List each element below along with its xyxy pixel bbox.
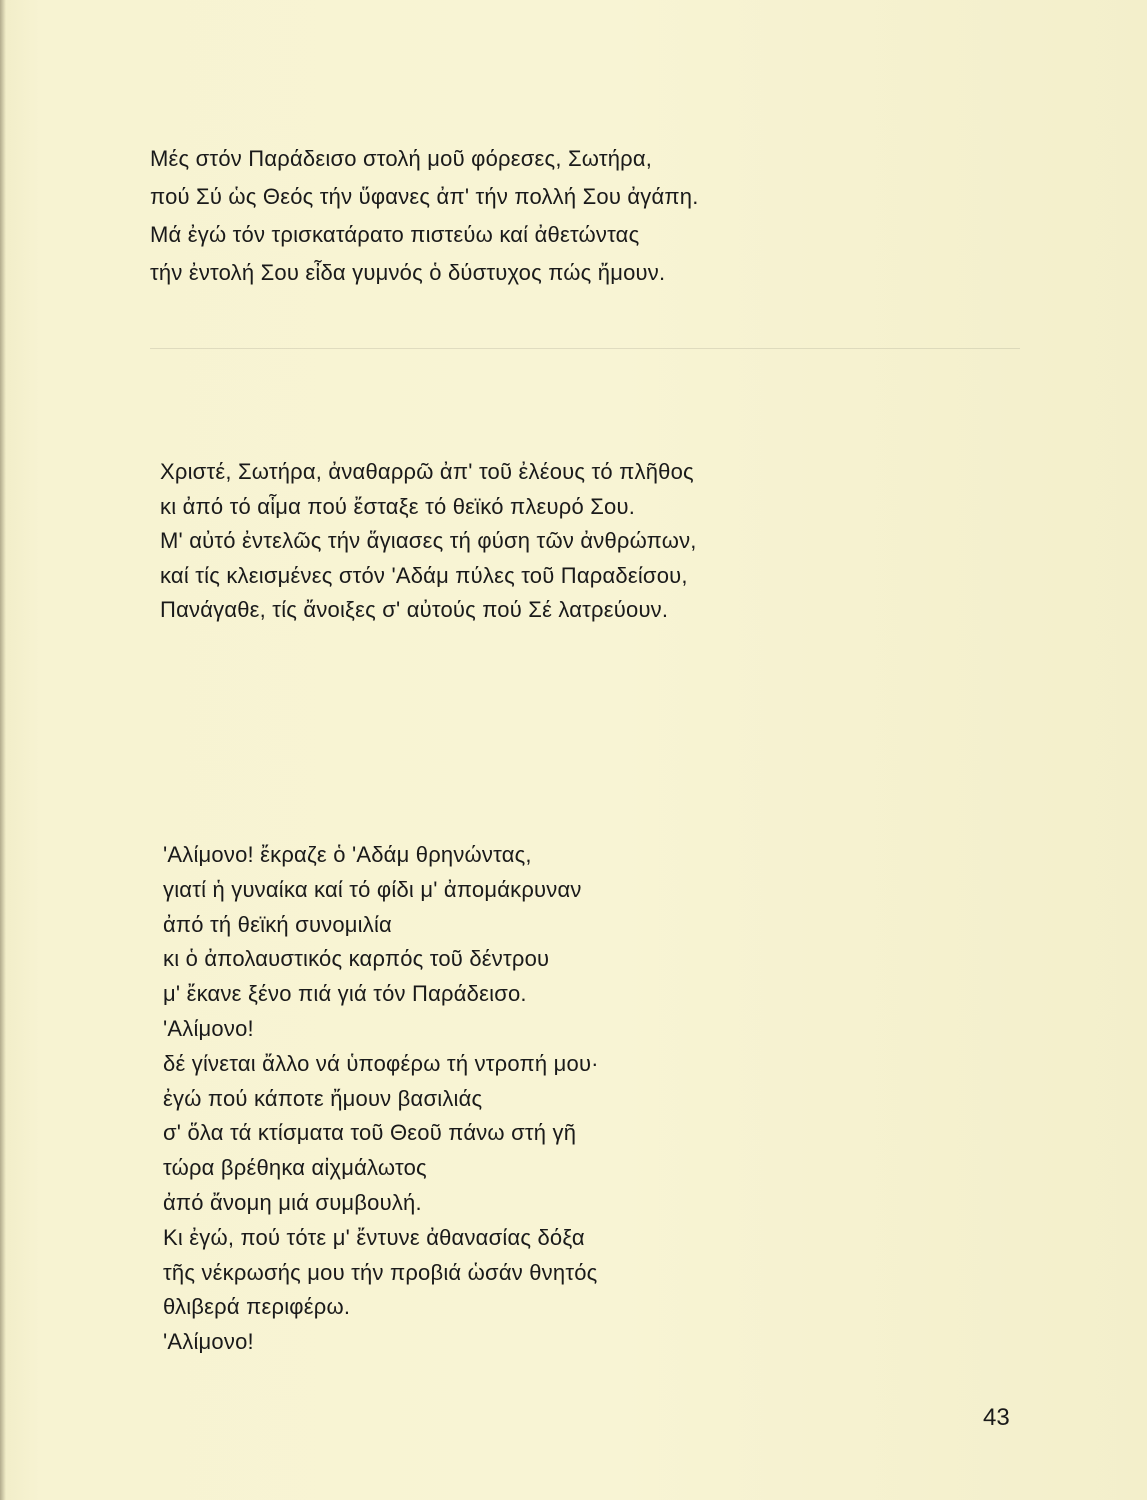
verse-line: γιατί ἡ γυναίκα καί τό φίδι μ' ἀπομάκρυναν	[163, 876, 582, 902]
page-number: 43	[983, 1404, 1010, 1431]
verse-line: Κι ἐγώ, πού τότε μ' ἔντυνε ἀθανασίας δόξα	[163, 1224, 585, 1250]
verse-line: ἀπό ἄνομη μιά συμβουλή.	[163, 1189, 422, 1215]
verse-line: Μά ἐγώ τόν τρισκατάρατο πιστεύω καί ἀθετώντας	[150, 222, 640, 247]
verse-line: 'Αλίμονο!	[163, 1015, 254, 1041]
verse-line: δέ γίνεται ἄλλο νά ὑποφέρω τή ντροπή μου·	[163, 1050, 599, 1076]
verse-line: Πανάγαθε, τίς ἄνοιξες σ' αὐτούς πού Σέ λατρεύουν.	[160, 597, 669, 623]
verse-line: τώρα βρέθηκα αἰχμάλωτος	[163, 1155, 427, 1181]
verse-line: Μ' αὐτό ἐντελῶς τήν ἅγιασες τή φύση τῶν ἀνθρώπων,	[160, 528, 697, 554]
verse-line: καί τίς κλεισμένες στόν 'Αδάμ πύλες τοῦ Παραδείσου,	[160, 562, 688, 588]
verse-line: πού Σύ ὡς Θεός τήν ὕφανες ἀπ' τήν πολλή Σου ἀγάπη.	[150, 184, 699, 209]
stanza-3	[163, 838, 599, 1360]
verse-line: μ' ἔκανε ξένο πιά γιά τόν Παράδεισο.	[163, 981, 527, 1007]
verse-line: 'Αλίμονο!	[163, 1329, 254, 1355]
verse-line: θλιβερά περιφέρω.	[163, 1294, 351, 1320]
verse-line: Χριστέ, Σωτήρα, ἀναθαρρῶ ἀπ' τοῦ ἐλέους τό πλῆθος	[160, 459, 694, 484]
verse-line: ἀπό τή θεϊκή συνομιλία	[163, 911, 392, 937]
verse-line: Μές στόν Παράδεισο στολή μοῦ φόρεσες, Σωτήρα,	[150, 146, 653, 171]
verse-line: κι ὁ ἀπολαυστικός καρπός τοῦ δέντρου	[163, 946, 550, 972]
verse-line: ἐγώ πού κάποτε ἤμουν βασιλιάς	[163, 1085, 483, 1111]
page-binding-shadow	[0, 0, 6, 1500]
verse-line: σ' ὅλα τά κτίσματα τοῦ Θεοῦ πάνω στή γῆ	[163, 1120, 577, 1146]
stanza-2	[160, 455, 697, 628]
stanza-1	[150, 140, 699, 292]
verse-line: 'Αλίμονο! ἔκραζε ὁ 'Αδάμ θρηνώντας,	[163, 842, 532, 867]
verse-line: τῆς νέκρωσής μου τήν προβιά ὡσάν θνητός	[163, 1259, 598, 1285]
verse-line: τήν ἐντολή Σου εἶδα γυμνός ὁ δύστυχος πώς ἤμουν.	[150, 260, 666, 285]
verse-line: κι ἀπό τό αἷμα πού ἔσταξε τό θεϊκό πλευρό Σου.	[160, 493, 636, 519]
bleed-through-rule	[150, 348, 1020, 349]
